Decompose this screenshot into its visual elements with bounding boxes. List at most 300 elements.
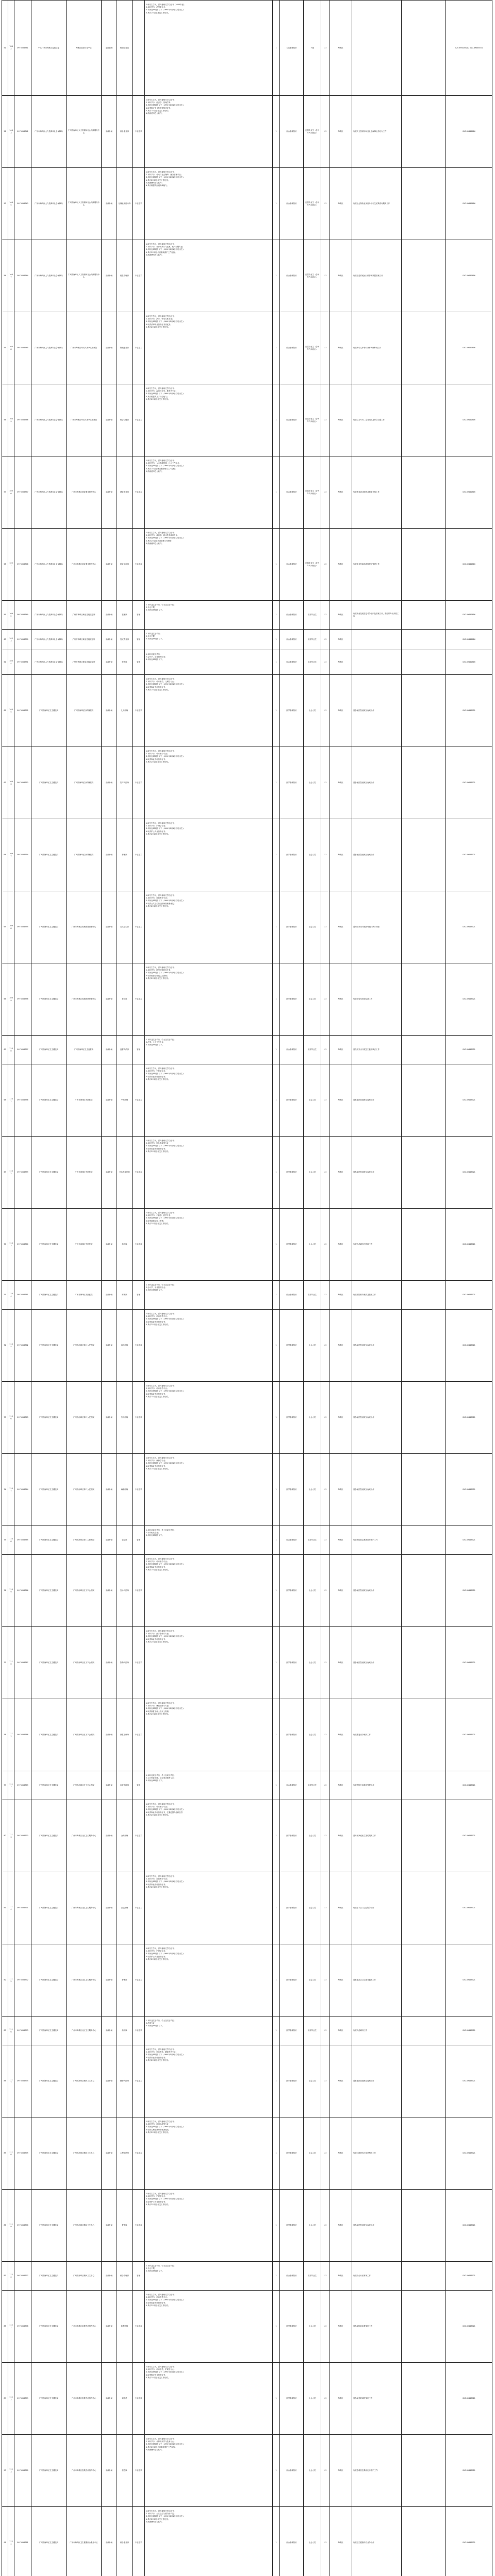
position-code-cell: 0973056762 xyxy=(14,1310,31,1382)
extra-remarks-cell xyxy=(402,1209,446,1281)
target-candidates-cell: 应届毕业生 xyxy=(304,2262,321,2291)
position-code-cell: 0973056763 xyxy=(14,1382,31,1454)
funding-type-cell: 财政补助 xyxy=(102,650,117,675)
post-type-cell: 专业技术 xyxy=(133,2363,145,2435)
requirement-line: 4.具有2年以上信息系统维护工作经验； xyxy=(146,251,177,253)
sequence-cell: 1102 xyxy=(8,1137,14,1209)
requirement-line: 1.研究生学历，需具备相关学位证书； xyxy=(146,1067,176,1070)
requirement-line: 1.研究生学历，需具备相关学位证书； xyxy=(146,1702,176,1704)
headcount-cell: 1 xyxy=(273,601,280,630)
funding-type-cell: 财政补助 xyxy=(102,819,117,891)
post-type-cell: 管理 xyxy=(133,650,145,675)
sequence-cell: 1083 xyxy=(8,96,14,168)
ratio-cell: 1:3 xyxy=(321,1526,329,1555)
requirement-line: 4.取得护士执业资格证书； xyxy=(146,1955,167,1958)
remarks-cell: 负责心理咨询与治疗相关工作 xyxy=(352,2117,402,2190)
requirement-line: 3.年龄在35周岁以下（1990年1月1日以后出生）； xyxy=(146,1217,186,1219)
requirements-cell xyxy=(145,1872,273,1944)
funding-type-cell: 财政补助 xyxy=(102,2507,117,2576)
sequence-cell: 1107 xyxy=(8,1454,14,1526)
requirement-line: 4.取得药师及以上资格； xyxy=(146,1219,166,1222)
sequence-cell: 1105 xyxy=(8,1310,14,1382)
requirements-cell xyxy=(145,650,273,675)
requirements-cell xyxy=(145,2363,273,2435)
remarks-cell: 需参加医院值班及夜班工作 xyxy=(352,1064,402,1137)
requirement-line: 5.具有2年以上相关工作经验。 xyxy=(146,1078,170,1080)
exam-subject-cell: 医学基础知识 xyxy=(280,1800,304,1872)
requirement-line: 5.具有2年以上相关工作经验； xyxy=(146,109,170,112)
funding-type-cell: 财政补助 xyxy=(102,2435,117,2507)
row-number-cell: 84 xyxy=(2,2045,8,2117)
requirement-line: 2.本科学历：医学检验技术专业； xyxy=(146,969,172,972)
requirement-line: 5.具有2年以上相关工作经验。 xyxy=(146,2203,170,2206)
scope-cell: 海珠区 xyxy=(329,2363,352,2435)
extra-remarks-cell xyxy=(402,630,446,650)
department-cell: 广州市海珠区卫生健康局 xyxy=(31,1526,67,1555)
row-number-cell: 52 xyxy=(2,96,8,168)
post-name-cell: 行政管理岗 xyxy=(117,1771,133,1800)
headcount-cell: 1 xyxy=(273,1036,280,1064)
remarks-cell: 负责公文写作、会务组织及综合文秘工作 xyxy=(352,384,402,456)
sequence-cell: 1120 xyxy=(8,2262,14,2291)
sequence-cell: 1087 xyxy=(8,240,14,312)
requirement-line: 1.研究生学历，需具备相关学位证书； xyxy=(146,2438,176,2440)
extra-remarks-cell xyxy=(402,1281,446,1310)
scope-cell: 海珠区 xyxy=(329,891,352,963)
post-name-cell: 调度员 xyxy=(117,2363,133,2435)
requirements-cell xyxy=(145,1382,273,1454)
unit-cell: 广州市海珠区急救医疗指挥中心 xyxy=(67,2363,102,2435)
table-row xyxy=(2,456,492,529)
post-name-cell: 护理岗 xyxy=(117,1944,133,2016)
requirement-line: 3.年龄在35周岁以下（1990年1月1日以后出生）； xyxy=(146,104,186,107)
contact-phone-cell: 020-89443721 xyxy=(446,963,492,1036)
post-type-cell: 专业技术 xyxy=(133,1209,145,1281)
funding-type-cell: 财政补助 xyxy=(102,1771,117,1800)
row-number-cell: 81 xyxy=(2,1872,8,1944)
headcount-cell: 1 xyxy=(273,2016,280,2045)
table-row xyxy=(2,1454,492,1526)
headcount-cell: 1 xyxy=(273,384,280,456)
requirement-line: 2.本科学历：临床医学专业； xyxy=(146,1561,169,1563)
requirements-cell xyxy=(145,630,273,650)
requirements-cell xyxy=(145,891,273,963)
extra-remarks-cell xyxy=(402,1699,446,1771)
headcount-cell: 1 xyxy=(273,1800,280,1872)
target-candidates-cell: 社会人员 xyxy=(304,2190,321,2262)
contact-phone-cell: 020-89443721 xyxy=(446,2045,492,2117)
row-number-cell: 75 xyxy=(2,1526,8,1555)
headcount-cell: 1 xyxy=(273,240,280,312)
requirement-line: 3.年龄在35周岁以下（1990年1月1日以后出生）； xyxy=(146,1390,186,1393)
row-number-cell: 67 xyxy=(2,1036,8,1064)
unit-cell: 广州市海珠区就业服务管理中心 xyxy=(67,456,102,529)
post-type-cell: 专业技术 xyxy=(133,2045,145,2117)
extra-remarks-cell xyxy=(402,1036,446,1064)
ratio-cell: 1:3 xyxy=(321,1872,329,1944)
table-row xyxy=(2,891,492,963)
post-type-cell: 专业技术 xyxy=(133,456,145,529)
exam-subject-cell: 医学基础知识 xyxy=(280,1627,304,1699)
exam-subject-cell: 综合基础知识 xyxy=(280,240,304,312)
requirement-line: 5.具有2年以上相关工作经验。 xyxy=(146,1150,170,1153)
remarks-cell: 负责综合行政事务工作 xyxy=(352,2262,402,2291)
contact-phone-cell: 020-89443721 xyxy=(446,2507,492,2576)
row-number-cell: 68 xyxy=(2,1064,8,1137)
requirement-line: 5.具有2年以上相关工作经验。 xyxy=(146,1222,170,1225)
remarks-cell: 负责医院行政事务管理工作 xyxy=(352,1771,402,1800)
contact-phone-cell: 020-89443721 xyxy=(446,1137,492,1209)
target-candidates-cell: 社会人员 xyxy=(304,747,321,819)
requirement-line: 1.本科及以上学历，学士及以上学位； xyxy=(146,2020,176,2022)
sequence-cell: 1123 xyxy=(8,2435,14,2507)
remarks-cell: 负责劳动人事争议案件调解仲裁工作 xyxy=(352,312,402,384)
post-type-cell: 管理 xyxy=(133,1526,145,1555)
exam-subject-cell: 医学基础知识 xyxy=(280,1555,304,1627)
ratio-cell: 1:3 xyxy=(321,1310,329,1382)
row-number-cell: 77 xyxy=(2,1627,8,1699)
requirement-line: 2.本科学历：临床医学专业； xyxy=(146,2296,169,2299)
position-code-cell: 0973056766 xyxy=(14,1555,31,1627)
requirement-line: 5.具有2年以上相关工作经验。 xyxy=(146,326,170,328)
funding-type-cell: 参照管理 xyxy=(102,1,117,96)
requirement-line: 2.本科学历：人力资源管理、社会工作专业； xyxy=(146,462,181,465)
requirements-cell xyxy=(145,312,273,384)
extra-remarks-cell xyxy=(402,529,446,601)
requirement-line: 5.具有2年以上相关工作经验。 xyxy=(146,1395,170,1398)
unit-cell: 广州市海珠区第二人民医院 xyxy=(67,1310,102,1382)
post-name-cell: 妇产科医师 xyxy=(117,747,133,819)
scope-cell: 海珠区 xyxy=(329,1281,352,1310)
sequence-cell: 1114 xyxy=(8,1872,14,1944)
requirement-line: 2.本科学历：医学影像学专业； xyxy=(146,1633,171,1635)
extra-remarks-cell xyxy=(402,240,446,312)
exam-subject-cell: 综合基础知识 xyxy=(280,384,304,456)
position-code-cell: 0973056748 xyxy=(14,529,31,601)
requirement-line: 4.取得执业医师资格证书； xyxy=(146,686,167,688)
position-code-cell: 0973056760 xyxy=(14,1209,31,1281)
exam-subject-cell: 综合基础知识 xyxy=(280,529,304,601)
target-candidates-cell: 应届毕业生 xyxy=(304,1526,321,1555)
requirement-line: 5.具有2年以上相关工作经验。 xyxy=(146,1640,170,1643)
department-cell: 广州市海珠区卫生健康局 xyxy=(31,1872,67,1944)
headcount-cell: 1 xyxy=(273,2363,280,2435)
department-cell: 广州市海珠区人力资源和社会保障局 xyxy=(31,312,67,384)
row-number-cell: 73 xyxy=(2,1382,8,1454)
requirement-line: 4.取得康复治疗士及以上资格； xyxy=(146,1710,171,1713)
sequence-cell: 1108 xyxy=(8,1526,14,1555)
row-number-cell: 58 xyxy=(2,529,8,601)
funding-type-cell: 财政补助 xyxy=(102,384,117,456)
remarks-cell: 需参加医院值班及夜班工作 xyxy=(352,675,402,747)
contact-phone-cell: 020-89442616 xyxy=(446,630,492,650)
contact-phone-cell: 020-89443721 xyxy=(446,1209,492,1281)
sequence-cell: 1116 xyxy=(8,2016,14,2045)
scope-cell: 海珠区 xyxy=(329,1771,352,1800)
department-cell: 广州市海珠区卫生健康局 xyxy=(31,2291,67,2363)
contact-phone-cell: 020-89443721 xyxy=(446,2016,492,2045)
extra-remarks-cell xyxy=(402,2045,446,2117)
extra-remarks-cell xyxy=(402,963,446,1036)
position-code-cell: 0973056757 xyxy=(14,1036,31,1064)
ratio-cell: 1:3 xyxy=(321,1771,329,1800)
target-candidates-cell: 社会人员 xyxy=(304,1382,321,1454)
exam-subject-cell: 综合基础知识 xyxy=(280,1771,304,1800)
requirement-line: 2.专业不限； xyxy=(146,635,157,638)
post-name-cell: 综合业务岗 xyxy=(117,96,133,168)
remarks-cell: 需参加急救调度值班工作 xyxy=(352,2363,402,2435)
funding-type-cell: 财政补助 xyxy=(102,1699,117,1771)
headcount-cell: 1 xyxy=(273,1872,280,1944)
requirements-cell xyxy=(145,747,273,819)
unit-cell: 广州市海珠区卫生监督所 xyxy=(67,1036,102,1064)
headcount-cell: 1 xyxy=(273,1944,280,2016)
position-code-cell: 0973056774 xyxy=(14,2045,31,2117)
contact-phone-cell: 020-89443721 xyxy=(446,1800,492,1872)
unit-cell: 海珠区政法综治中心 xyxy=(67,1,102,96)
department-cell: 广州市海珠区人力资源和社会保障局 xyxy=(31,456,67,529)
sequence-cell: 1119 xyxy=(8,2190,14,2262)
contact-phone-cell: 020-89442616 xyxy=(446,384,492,456)
contact-phone-cell: 020-89443721 xyxy=(446,1872,492,1944)
exam-subject-cell: 医学基础知识 xyxy=(280,963,304,1036)
target-candidates-cell: 社会人员 xyxy=(304,2117,321,2190)
scope-cell: 海珠区 xyxy=(329,1310,352,1382)
extra-remarks-cell xyxy=(402,2435,446,2507)
requirement-line: 5.具有2年以上相关工作经验。 xyxy=(146,1467,170,1470)
post-type-cell: 专业技术 xyxy=(133,384,145,456)
contact-phone-cell: 020-89443721 xyxy=(446,819,492,891)
remarks-cell: 负责医院财务核算及管理工作 xyxy=(352,1281,402,1310)
scope-cell: 海珠区 xyxy=(329,1555,352,1627)
remarks-cell: 负责信息系统运行维护和数据管理工作 xyxy=(352,240,402,312)
remarks-cell: 负责人力资源市场及社会保障业务经办工作 xyxy=(352,96,402,168)
department-cell: 广州市海珠区人力资源和社会保障局 xyxy=(31,601,67,630)
sequence-cell: 1103 xyxy=(8,1209,14,1281)
row-number-cell: 87 xyxy=(2,2262,8,2291)
scope-cell: 海珠区 xyxy=(329,2291,352,2363)
requirement-line: 2.本科学历：法学、劳动关系专业； xyxy=(146,318,174,320)
extra-remarks-cell xyxy=(402,1526,446,1555)
target-candidates-cell: 社会人员 xyxy=(304,1872,321,1944)
sequence-cell: 7882 xyxy=(8,1,14,96)
scope-cell: 海珠区 xyxy=(329,1454,352,1526)
headcount-cell: 1 xyxy=(273,1382,280,1454)
post-type-cell: 专业技术 xyxy=(133,1944,145,2016)
table-row xyxy=(2,1699,492,1771)
row-number-cell: 85 xyxy=(2,2117,8,2190)
requirement-line: 1.研究生学历，需具备相关学位证书； xyxy=(146,1385,176,1387)
requirement-line: 2.本科学历：针灸推拿学专业； xyxy=(146,1142,171,1145)
requirement-line: 3.年龄在35周岁以下（1990年1月1日以后出生）； xyxy=(146,1953,186,1955)
table-row xyxy=(2,2190,492,2262)
table-row xyxy=(2,1555,492,1627)
headcount-cell: 1 xyxy=(273,1454,280,1526)
department-cell: 广州市海珠区卫生健康局 xyxy=(31,1699,67,1771)
headcount-cell: 1 xyxy=(273,1281,280,1310)
table-row xyxy=(2,747,492,819)
requirements-cell xyxy=(145,819,273,891)
exam-subject-cell: 综合基础知识 xyxy=(280,2262,304,2291)
contact-phone-cell: 020-89443721；020-89446551 xyxy=(446,1,492,96)
exam-subject-cell: 医学基础知识 xyxy=(280,1382,304,1454)
post-name-cell: 公卫医师 xyxy=(117,1872,133,1944)
remarks-cell: 负责急救信息系统运行维护工作 xyxy=(352,2435,402,2507)
requirement-line: 2.本科学历：计算机科学与技术、软件工程专业； xyxy=(146,246,185,248)
requirement-line: 3.年龄在35周岁以下（1990年1月1日以后出生）； xyxy=(146,900,186,902)
position-code-cell: 0973056770 xyxy=(14,1800,31,1872)
requirement-line: 1.研究生学历，需具备相关学位证书； xyxy=(146,967,176,969)
sequence-cell: 1106 xyxy=(8,1382,14,1454)
post-type-cell: 专业技术 xyxy=(133,312,145,384)
remarks-cell: 需参加医院值班及夜班工作 xyxy=(352,2045,402,2117)
requirement-line: 2.本科学历：经济学、管理学类； xyxy=(146,101,172,104)
ratio-cell: 1:3 xyxy=(321,1454,329,1526)
post-name-cell: 康复治疗师 xyxy=(117,1699,133,1771)
funding-type-cell: 财政补助 xyxy=(102,601,117,630)
post-type-cell: 管理 xyxy=(133,1281,145,1310)
scope-cell: 海珠区 xyxy=(329,675,352,747)
unit-cell: 广州市海珠区社区卫生服务中心 xyxy=(67,2016,102,2045)
headcount-cell: 1 xyxy=(273,1771,280,1800)
requirement-line: 1.本科及以上学历； xyxy=(146,653,162,655)
extra-remarks-cell xyxy=(402,1137,446,1209)
post-name-cell: 仲裁业务岗 xyxy=(117,312,133,384)
post-name-cell: 鉴定考务岗 xyxy=(117,630,133,650)
requirement-line: 4.取得执业医师资格证书； xyxy=(146,1883,167,1886)
row-number-cell: 65 xyxy=(2,891,8,963)
funding-type-cell: 财政补助 xyxy=(102,2363,117,2435)
post-name-cell: 职业培训岗 xyxy=(117,529,133,601)
ratio-cell: 1:3 xyxy=(321,240,329,312)
ratio-cell: 1:3 xyxy=(321,96,329,168)
scope-cell: 海珠区 xyxy=(329,963,352,1036)
requirement-line: 4.取得执业医师资格证书； xyxy=(146,2301,167,2304)
department-cell: 广州市海珠区人力资源和社会保障局 xyxy=(31,168,67,240)
extra-remarks-cell xyxy=(402,312,446,384)
requirement-line: 1.研究生学历，需具备相关学位证书； xyxy=(146,1947,176,1950)
row-number-cell: 64 xyxy=(2,819,8,891)
sequence-cell: 1085 xyxy=(8,168,14,240)
extra-remarks-cell xyxy=(402,1454,446,1526)
table-row xyxy=(2,630,492,650)
remarks-cell: 负责医院信息系统运行维护工作 xyxy=(352,1526,402,1555)
department-cell: 广州市海珠区卫生健康局 xyxy=(31,1036,67,1064)
funding-type-cell: 财政补助 xyxy=(102,168,117,240)
remarks-cell: 需参加医院值班及夜班工作 xyxy=(352,1555,402,1627)
requirement-line: 6.具有较强的沟通协调能力。 xyxy=(146,184,169,187)
funding-type-cell: 财政补助 xyxy=(102,2262,117,2291)
row-number-cell: 71 xyxy=(2,1281,8,1310)
ratio-cell: 1:3 xyxy=(321,675,329,747)
table-row xyxy=(2,2016,492,2045)
requirements-cell xyxy=(145,675,273,747)
position-code-cell: 0973056747 xyxy=(14,456,31,529)
exam-subject-cell: 综合基础知识 xyxy=(280,456,304,529)
contact-phone-cell: 020-89443721 xyxy=(446,2190,492,2262)
scope-cell: 海珠区 xyxy=(329,2507,352,2576)
post-name-cell: 护理岗 xyxy=(117,2190,133,2262)
department-cell: 广州市海珠区卫生健康局 xyxy=(31,1800,67,1872)
extra-remarks-cell xyxy=(402,2190,446,2262)
position-code-cell: 0973056753 xyxy=(14,747,31,819)
post-name-cell: 药剂岗 xyxy=(117,2016,133,2045)
post-name-cell: 财务岗 xyxy=(117,650,133,675)
contact-phone-cell: 020-89442616 xyxy=(446,601,492,630)
target-candidates-cell: 应届毕业生（含两年内未就业） xyxy=(304,96,321,168)
headcount-cell: 1 xyxy=(273,96,280,168)
target-candidates-cell: 社会人员 xyxy=(304,963,321,1036)
requirements-cell xyxy=(145,529,273,601)
scope-cell: 海珠区 xyxy=(329,1627,352,1699)
requirement-line: 1.研究生学历，需具备相关学位证书； xyxy=(146,678,176,680)
position-code-cell: 0973056741 xyxy=(14,1,31,96)
requirement-line: 4.取得法律职业资格证书者优先； xyxy=(146,323,172,326)
row-number-cell: 63 xyxy=(2,747,8,819)
requirement-line: 3.年龄在35周岁以下。 xyxy=(146,609,164,612)
position-code-cell: 0973056767 xyxy=(14,1627,31,1699)
requirement-line: 5.具有2年以上相关工作经验。 xyxy=(146,2376,170,2379)
headcount-cell: 1 xyxy=(273,2045,280,2117)
exam-subject-cell: 医学基础知识 xyxy=(280,891,304,963)
position-code-cell: 0973056743 xyxy=(14,168,31,240)
requirement-line: 3.年龄在35周岁以下。 xyxy=(146,638,164,640)
table-row xyxy=(2,1800,492,1872)
requirement-line: 5.具有2年以上相关工作经验。 xyxy=(146,688,170,691)
requirement-line: 4.具有较强的文字综合能力； xyxy=(146,395,169,398)
post-name-cell: 针灸推拿医师 xyxy=(117,1137,133,1209)
post-type-cell: 专业技术 xyxy=(133,891,145,963)
exam-subject-cell: 综合基础知识 xyxy=(280,1036,304,1064)
requirements-cell xyxy=(145,456,273,529)
requirement-line: 5.具有2年以上相关工作经验。 xyxy=(146,760,170,763)
requirement-line: 2.本科学历：公共卫生与预防医学类； xyxy=(146,2513,176,2515)
scope-cell: 海珠区 xyxy=(329,2117,352,2190)
requirement-line: 5.熟练使用办公软件。 xyxy=(146,470,163,472)
sequence-cell: 1094 xyxy=(8,650,14,675)
ratio-cell: 1:3 xyxy=(321,2507,329,2576)
funding-type-cell: 财政补助 xyxy=(102,1036,117,1064)
target-candidates-cell: 社会人员 xyxy=(304,1209,321,1281)
contact-phone-cell: 020-89443721 xyxy=(446,2291,492,2363)
requirement-line: 4.取得心理治疗师资格者优先； xyxy=(146,2128,171,2131)
ratio-cell: 1:3 xyxy=(321,747,329,819)
requirement-line: 1.研究生学历，需具备相关学位证书； xyxy=(146,1630,176,1632)
department-cell: 广州市海珠区卫生健康局 xyxy=(31,891,67,963)
contact-phone-cell: 020-89443721 xyxy=(446,1064,492,1137)
requirement-line: 2.本科学历：临床医学、儿科学专业； xyxy=(146,681,176,683)
sequence-cell: 1111 xyxy=(8,1699,14,1771)
funding-type-cell: 财政补助 xyxy=(102,747,117,819)
sequence-cell: 1098 xyxy=(8,891,14,963)
requirement-line: 2.本科学历：护理学专业； xyxy=(146,1950,167,1953)
row-number-cell: 66 xyxy=(2,963,8,1036)
exam-subject-cell: 医学基础知识 xyxy=(280,747,304,819)
sequence-cell: 1090 xyxy=(8,456,14,529)
requirement-line: 3.年龄在35周岁以下。 xyxy=(146,2270,164,2273)
requirement-line: 3.年龄在35周岁以下（1990年1月1日以后出生）； xyxy=(146,2443,186,2446)
exam-subject-cell: 医学基础知识 xyxy=(280,1699,304,1771)
requirement-line: 4.取得护士执业资格证书； xyxy=(146,830,167,833)
ratio-cell: 1:3 xyxy=(321,2117,329,2190)
requirement-line: 4.取得执业医师资格证书； xyxy=(146,758,167,760)
scope-cell: 海珠区 xyxy=(329,2016,352,2045)
scope-cell: 海珠区 xyxy=(329,1800,352,1872)
table-row xyxy=(2,675,492,747)
requirement-line: 3.年龄在35周岁以下。 xyxy=(146,2025,164,2027)
scope-cell: 海珠区 xyxy=(329,96,352,168)
requirement-line: 6.熟练使用办公软件。 xyxy=(146,112,163,114)
